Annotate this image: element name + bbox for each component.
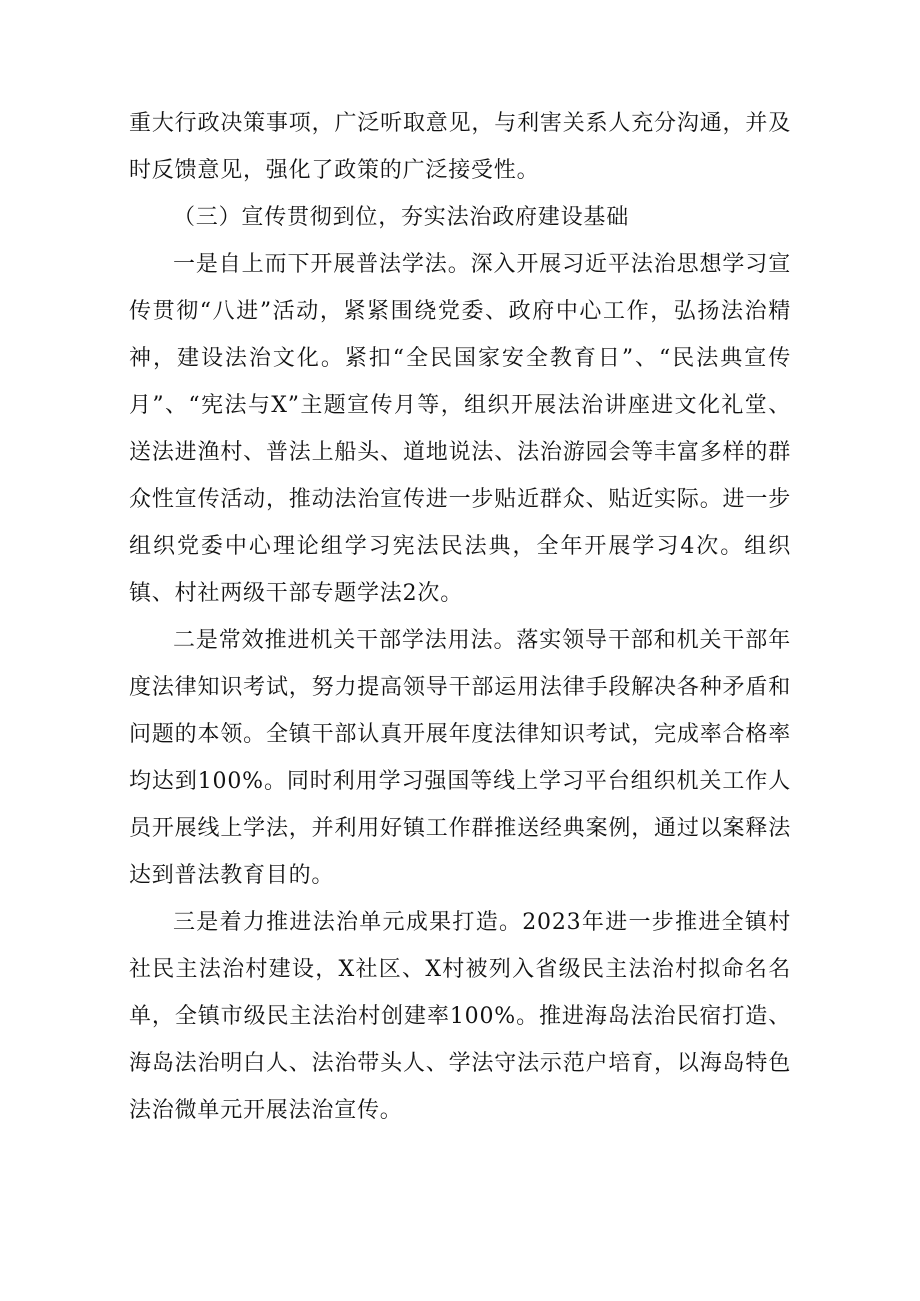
- paragraph-legal-education: 一是自上而下开展普法学法。深入开展习近平法治思想学习宣传贯彻“八进”活动，紧紧围绕党委、政府中心工作，弘扬法治精神，建设法治文化。紧扣“全民国家安全教育日”、“民法典宣传月”、“宪法与X”主题宣传月等，组织开展法治讲座进文化礼堂、送法进渔村、普法上船头、道地说法、法治游园会等丰富多样的群众性宣传活动，推动法治宣传进一步贴近群众、贴近实际。进一步组织党委中心理论组学习宪法民法典，全年开展学习4次。组织镇、村社两级干部专题学法2次。: [129, 252, 791, 606]
- section-heading: （三）宣传贯彻到位，夯实法治政府建设基础: [173, 205, 630, 230]
- paragraph-continuation: 重大行政决策事项，广泛听取意见，与利害关系人充分沟通，并及时反馈意见，强化了政策的广泛接受性。: [129, 111, 791, 183]
- paragraph-cadre-learning: 二是常效推进机关干部学法用法。落实领导干部和机关干部年度法律知识考试，努力提高领导干部运用法律手段解决各种矛盾和问题的本领。全镇干部认真开展年度法律知识考试，完成率合格率均达到100%。同时利用学习强国等线上学习平台组织机关工作人员开展线上学法，并利用好镇工作群推送经典案例，通过以案释法达到普法教育目的。: [129, 628, 791, 888]
- document-body: [129, 100, 791, 1134]
- paragraph-rule-of-law-units: 三是着力推进法治单元成果打造。2023年进一步推进全镇村社民主法治村建设，X社区、X村被列入省级民主法治村拟命名名单，全镇市级民主法治村创建率100%。推进海岛法治民宿打造、海岛法治明白人、法治带头人、学法守法示范户培育，以海岛特色法治微单元开展法治宣传。: [129, 910, 791, 1123]
